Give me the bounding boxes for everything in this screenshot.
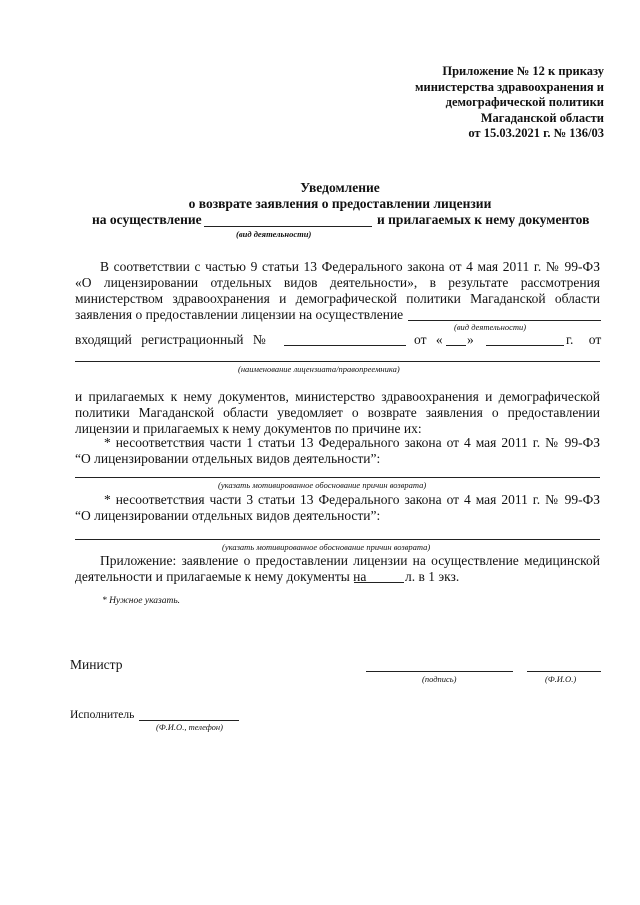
para1-line5-c: » (467, 332, 474, 347)
attachment-line1: Приложение: заявление о предоставлении лицензии на осуществление медицинской (100, 553, 600, 568)
month-year-blank (486, 345, 564, 346)
activity-blank-2 (408, 320, 601, 321)
appendix-line: министерства здравоохранения и (415, 79, 604, 94)
para1-line3: министерством здравоохранения и демографической политики Магаданской области (75, 291, 600, 306)
reason1-caption: (указать мотивированное обоснование причин возврата) (218, 480, 427, 490)
signature-caption: (подпись) (422, 674, 457, 684)
reason1-blank (75, 477, 600, 478)
name-blank (527, 671, 601, 672)
para1-line5-d: г. от (566, 332, 602, 347)
reason2-line1: * несоответствия части 3 статьи 13 Федерального закона от 4 мая 2011 г. № 99-ФЗ (104, 492, 600, 507)
reason2-line2: “О лицензировании отдельных видов деятельности”: (75, 508, 381, 523)
para2-line1: и прилагаемых к нему документов, министерство здравоохранения и демографической (75, 389, 600, 404)
reg-number-blank (284, 345, 406, 346)
minister-label: Министр (70, 657, 123, 672)
appendix-line: демографической политики (445, 95, 604, 109)
footnote: * Нужное указать. (102, 596, 181, 606)
executor-caption: (Ф.И.О., телефон) (156, 722, 223, 732)
activity-caption: (вид деятельности) (236, 229, 312, 239)
title-line-3-end (377, 212, 589, 228)
pages-blank (354, 582, 404, 583)
name-caption: (Ф.И.О.) (545, 674, 577, 684)
executor-blank (139, 720, 239, 721)
title-line: Уведомление (300, 180, 380, 195)
signature-blank (366, 671, 513, 672)
appendix-line: Приложение № 12 к приказу (442, 64, 604, 78)
title-suffix: и прилагаемых к нему документов (377, 212, 590, 227)
reason1-line1: * несоответствия части 1 статьи 13 Федерального закона от 4 мая 2011 г. № 99-ФЗ (104, 435, 600, 450)
title-prefix: на осуществление (92, 212, 202, 227)
document-title (0, 180, 640, 196)
executor-label: Исполнитель (70, 709, 135, 721)
activity-blank (204, 226, 372, 227)
appendix-line: от 15.03.2021 г. № 136/03 (468, 126, 604, 140)
licensee-blank (75, 361, 600, 362)
reason2-caption: (указать мотивированное обоснование причин возврата) (222, 542, 431, 552)
para2-line2: политики Магаданской области уведомляет о возврате заявления о предоставлении (75, 405, 600, 420)
title-line-3 (92, 212, 202, 228)
para2-line3: лицензии и прилагаемых к нему документов по причине их: (75, 421, 422, 436)
appendix-line: Магаданской области (480, 110, 604, 125)
reason2-blank (75, 539, 600, 540)
para1-line5-a: входящий регистрационный № (75, 332, 266, 347)
reason1-line2: “О лицензировании отдельных видов деятельности”: (75, 451, 381, 466)
attachment-line2-a: деятельности и прилагаемые к нему документы на (75, 569, 367, 584)
licensee-caption: (наименование лицензиата/правопреемника) (238, 364, 400, 374)
para1-line2: «О лицензировании отдельных видов деятельности», в результате рассмотрения (75, 275, 600, 290)
title-line: о возврате заявления о предоставлении лицензии (188, 196, 492, 211)
document-subtitle (0, 196, 640, 212)
activity-caption-2: (вид деятельности) (454, 322, 527, 332)
para1-line4: заявления о предоставлении лицензии на осуществление (75, 307, 404, 322)
appendix-header (415, 64, 604, 142)
attachment-line2-b: л. в 1 экз. (405, 569, 460, 584)
para1-line5-b: от « (414, 332, 443, 347)
day-blank (446, 345, 466, 346)
para1-line1: В соответствии с частью 9 статьи 13 Федерального закона от 4 мая 2011 г. № 99-ФЗ (100, 259, 600, 274)
